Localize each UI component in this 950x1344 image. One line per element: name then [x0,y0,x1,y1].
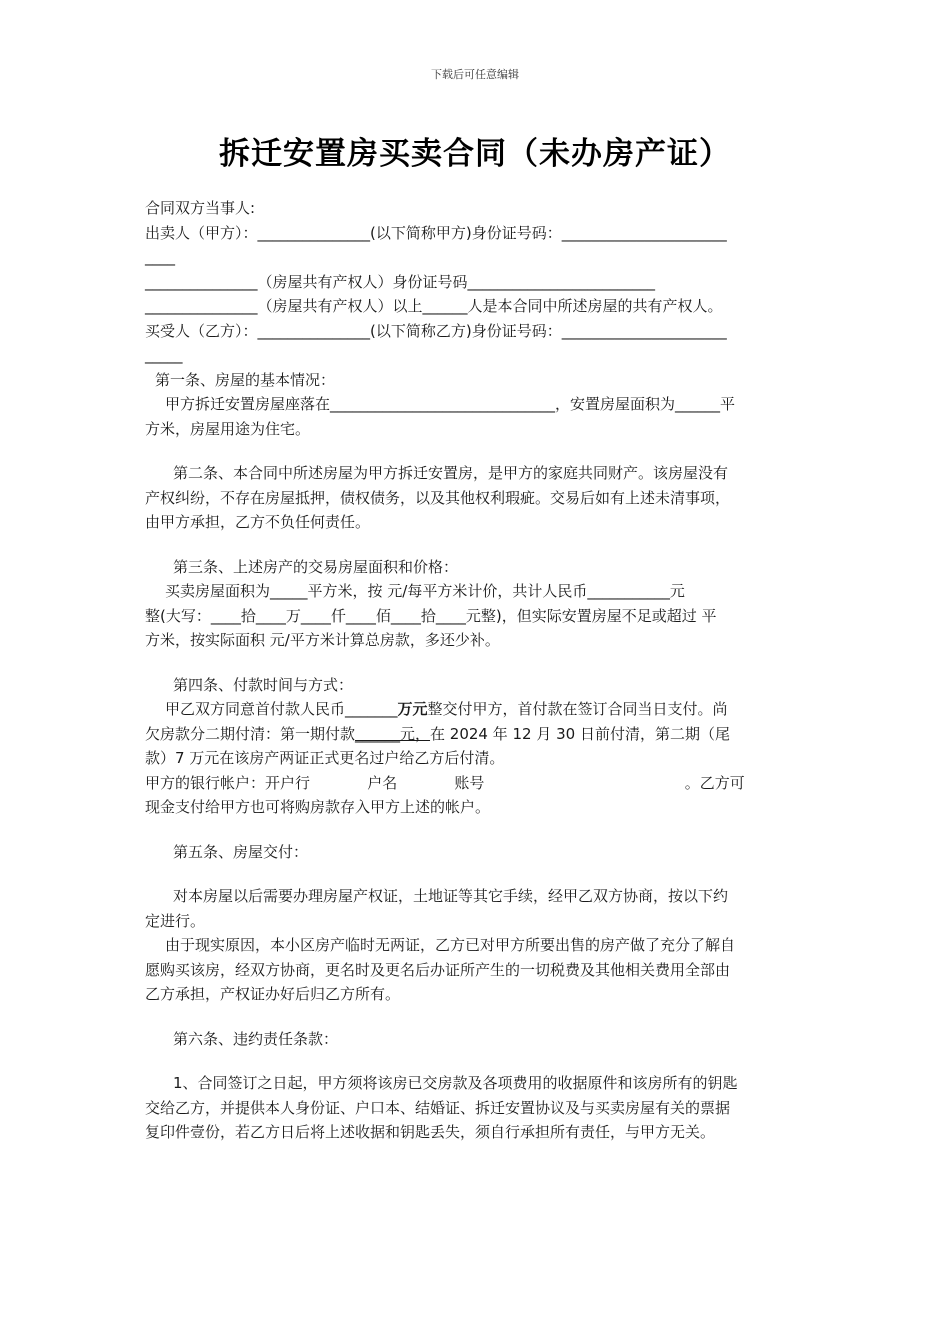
article5-p2-line-3: 乙方承担，产权证办好后归乙方所有。 [145,985,401,1003]
article1-line-1: 甲方拆迁安置房屋座落在______________________________，安置房屋面积为______平 [165,395,736,413]
article6-clause1-line-1: 1、合同签订之日起，甲方须将该房已交房款及各项费用的收据原件和该房所有的钥匙 [173,1074,738,1092]
article4-line-2-a: 欠房款分二期付清：第一期付款 [145,724,356,743]
article5-p2-line-2: 愿购买该房，经双方协商，更名时及更名后办证所产生的一切税费及其他相关费用全部由 [145,960,731,979]
article3-line-2: 整(大写：____拾____万____仟____佰____拾____元整)，但实际安置房屋不足或超过 平 [145,606,717,625]
article4-line-1-b: 整交付甲方，首付款在签订合同当日支付。尚 [427,700,728,718]
article3-line-1: 买卖房屋面积为_____平方米，按 元/每平方米计价，共计人民币___________元 [165,582,685,600]
article2-line-1: 第二条、本合同中所述房屋为甲方拆迁安置房，是甲方的家庭共同财产。该房屋没有 [173,464,729,482]
article4-line-2-underlined: ______元， [355,724,431,743]
article6-clause1-line-3: 复印件壹份，若乙方日后将上述收据和钥匙丢失，须自行承担所有责任，与甲方无关。 [145,1123,716,1141]
article4-line-2 [145,722,805,747]
article2-line-2: 产权纠纷，不存在房屋抵押，债权债务，以及其他权利瑕疵。交易后如有上述未清事项， [145,488,731,507]
article4-line-1 [145,697,805,722]
article5-p2-line-1: 由于现实原因，本小区房产临时无两证，乙方已对甲方所要出售的房产做了充分了解自 [165,936,736,954]
buyer-line-cont: _____ [145,346,183,364]
article4-line-3: 款）7 万元在该房产两证正式更名过户给乙方后付清。 [145,749,505,767]
article4-line-1-bold: 万元 [397,700,428,718]
article2-line-3: 由甲方承担，乙方不负任何责任。 [145,513,371,531]
buyer-line: 买受人（乙方）：_______________(以下简称乙方)身份证号码：______________________ [145,321,727,340]
article4-line-4: 甲方的银行帐户：开户行 户名 账号 。乙方可 [145,773,745,792]
co-owner-line-1: _______________（房屋共有产权人）身份证号码_________________________ [145,272,656,291]
article6-clause1-line-2: 交给乙方，并提供本人身份证、户口本、结婚证、拆迁安置协议及与买卖房屋有关的票据 [145,1098,731,1117]
article3-line-3: 方米，按实际面积 元/平方米计算总房款，多还少补。 [145,631,500,649]
seller-line-cont: ____ [145,248,175,266]
article3-heading: 第三条、上述房产的交易房屋面积和价格： [173,557,459,576]
article4-line-5: 现金支付给甲方也可将购房款存入甲方上述的帐户。 [145,798,491,816]
article5-p1-line-2: 定进行。 [145,911,206,930]
article1-heading: 第一条、房屋的基本情况： [155,370,336,389]
parties-intro: 合同双方当事人: [145,199,256,217]
article4-line-1-a: 甲乙双方同意首付款人民币_______ [165,700,398,718]
article4-heading: 第四条、付款时间与方式： [173,675,354,694]
contract-body [145,196,805,1145]
document-title: 拆迁安置房买卖合同（未办房产证） [219,136,731,172]
header-note: 下载后可任意编辑 [431,68,519,81]
co-owner-line-2: _______________（房屋共有产权人）以上______人是本合同中所述房屋的共有产权人。 [145,297,723,315]
seller-line: 出卖人（甲方）：_______________(以下简称甲方)身份证号码：______________________ [145,223,727,242]
article5-heading: 第五条、房屋交付： [173,842,309,861]
article5-p1-line-1: 对本房屋以后需要办理房屋产权证，土地证等其它手续，经甲乙双方协商，按以下约 [173,887,729,905]
article1-line-2: 方米，房屋用途为住宅。 [145,419,311,438]
article6-heading: 第六条、违约责任条款： [173,1029,339,1048]
article4-line-2-b: 在 2024 年 12 月 30 日前付清，第二期（尾 [430,724,730,743]
